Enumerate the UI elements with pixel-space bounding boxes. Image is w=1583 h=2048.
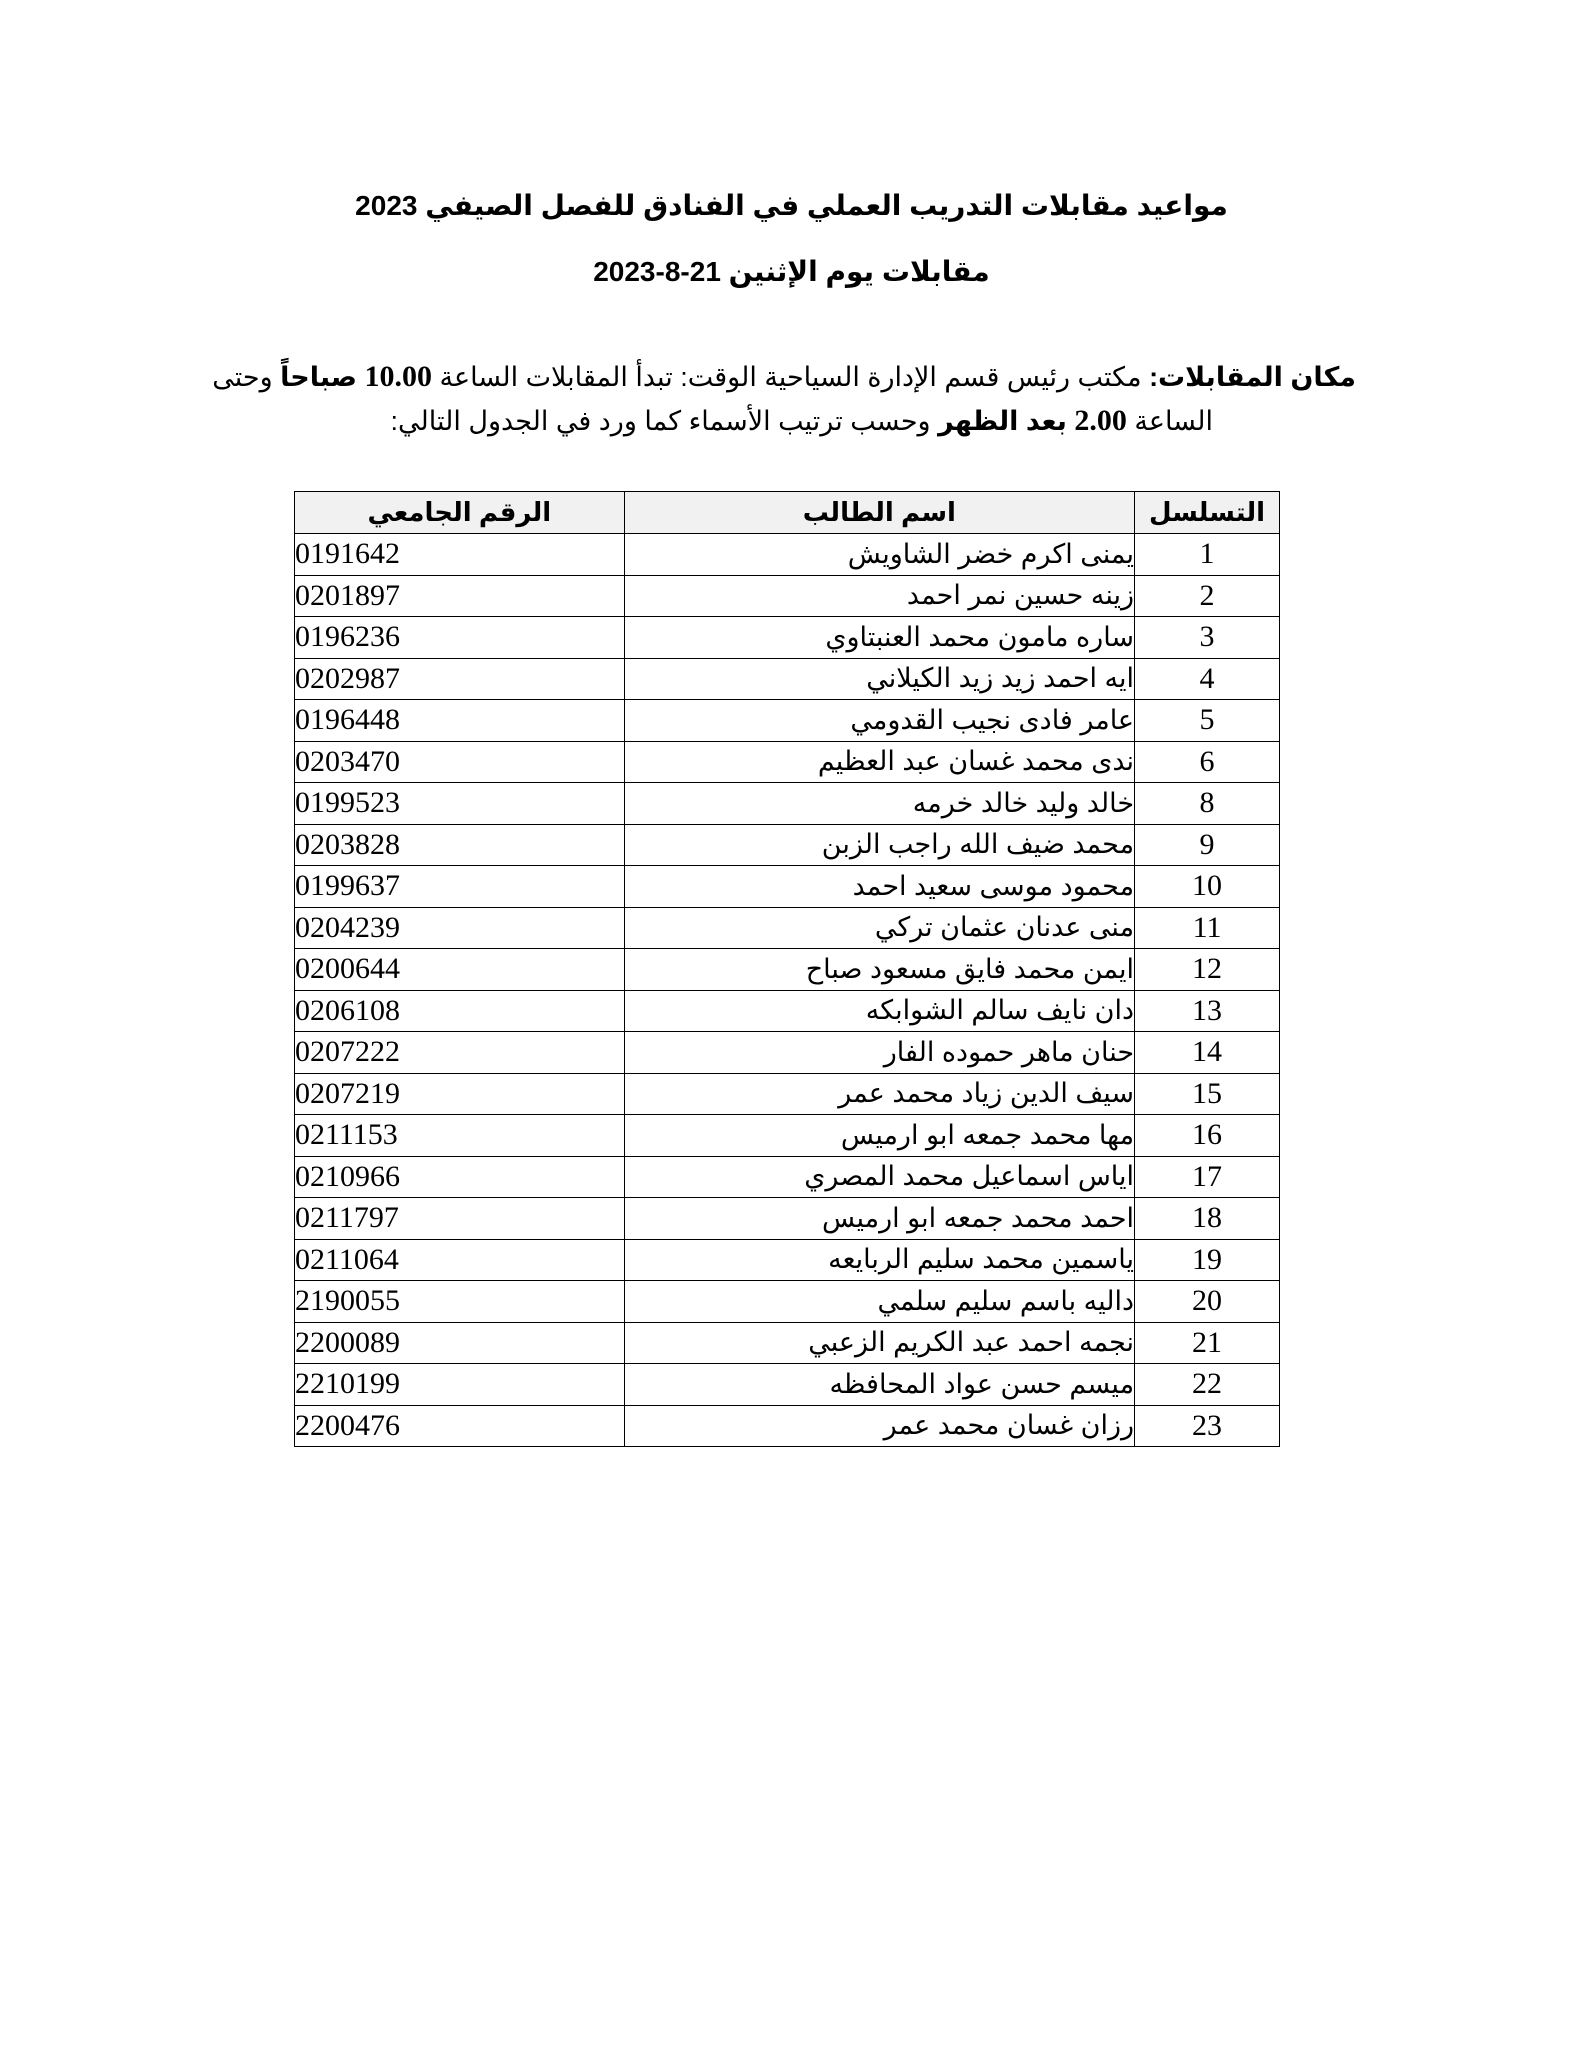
row-university-id: 0203470 xyxy=(295,741,625,783)
row-student-name: ميسم حسن عواد المحافظه xyxy=(624,1364,1134,1406)
row-student-name: محمود موسى سعيد احمد xyxy=(624,866,1134,908)
interview-details xyxy=(212,355,1356,443)
table-row xyxy=(295,617,1280,659)
row-serial: 17 xyxy=(1135,1156,1280,1198)
row-serial: 20 xyxy=(1135,1281,1280,1323)
table-row xyxy=(295,949,1280,991)
row-university-id: 2210199 xyxy=(295,1364,625,1406)
table-row xyxy=(295,783,1280,825)
row-university-id: 0206108 xyxy=(295,990,625,1032)
row-university-id: 2200089 xyxy=(295,1322,625,1364)
row-serial: 9 xyxy=(1135,824,1280,866)
table-row xyxy=(295,1322,1280,1364)
row-university-id: 0207219 xyxy=(295,1073,625,1115)
row-student-name: سيف الدين زياد محمد عمر xyxy=(624,1073,1134,1115)
row-student-name: داليه باسم سليم سلمي xyxy=(624,1281,1134,1323)
row-serial: 2 xyxy=(1135,575,1280,617)
row-serial: 21 xyxy=(1135,1322,1280,1364)
row-student-name: احمد محمد جمعه ابو ارميس xyxy=(624,1198,1134,1240)
row-student-name: نجمه احمد عبد الكريم الزعبي xyxy=(624,1322,1134,1364)
table-row xyxy=(295,534,1280,576)
row-serial: 15 xyxy=(1135,1073,1280,1115)
row-university-id: 0210966 xyxy=(295,1156,625,1198)
table-row xyxy=(295,1156,1280,1198)
row-serial: 4 xyxy=(1135,658,1280,700)
interview-details-line-2 xyxy=(216,399,1356,443)
header-student-name: اسم الطالب xyxy=(624,492,1134,534)
row-serial: 23 xyxy=(1135,1405,1280,1447)
row-university-id: 0196236 xyxy=(295,617,625,659)
row-university-id: 0199523 xyxy=(295,783,625,825)
row-serial: 18 xyxy=(1135,1198,1280,1240)
row-university-id: 0204239 xyxy=(295,907,625,949)
row-university-id: 0203828 xyxy=(295,824,625,866)
row-student-name: مها محمد جمعه ابو ارميس xyxy=(624,1115,1134,1157)
row-university-id: 2200476 xyxy=(295,1405,625,1447)
row-student-name: خالد وليد خالد خرمه xyxy=(624,783,1134,825)
row-university-id: 0211797 xyxy=(295,1198,625,1240)
table-row xyxy=(295,575,1280,617)
row-university-id: 0201897 xyxy=(295,575,625,617)
row-student-name: يمنى اكرم خضر الشاويش xyxy=(624,534,1134,576)
row-student-name: ايمن محمد فايق مسعود صباح xyxy=(624,949,1134,991)
table-row xyxy=(295,1032,1280,1074)
table-row xyxy=(295,866,1280,908)
location-label: مكان المقابلات: xyxy=(1149,362,1356,392)
row-serial: 19 xyxy=(1135,1239,1280,1281)
row-student-name: ساره مامون محمد العنبتاوي xyxy=(624,617,1134,659)
table-row xyxy=(295,1405,1280,1447)
document-title: مواعيد مقابلات التدريب العملي في الفنادق للفصل الصيفي 2023 xyxy=(355,190,1228,221)
location-text: مكتب رئيس قسم الإدارة السياحية الوقت: تبدأ المقابلات الساعة xyxy=(431,362,1150,392)
row-student-name: رزان غسان محمد عمر xyxy=(624,1405,1134,1447)
document-subtitle: مقابلات يوم الإثنين 21-8-2023 xyxy=(593,256,990,287)
table-row xyxy=(295,700,1280,742)
row-student-name: دان نايف سالم الشوابكه xyxy=(624,990,1134,1032)
interview-details-line-1 xyxy=(212,355,1356,399)
header-serial: التسلسل xyxy=(1135,492,1280,534)
row-university-id: 0207222 xyxy=(295,1032,625,1074)
line2-prefix: الساعة xyxy=(1126,406,1213,436)
row-serial: 16 xyxy=(1135,1115,1280,1157)
header-university-id: الرقم الجامعي xyxy=(295,492,625,534)
row-serial: 14 xyxy=(1135,1032,1280,1074)
table-row xyxy=(295,1281,1280,1323)
row-serial: 22 xyxy=(1135,1364,1280,1406)
table-row xyxy=(295,1364,1280,1406)
row-university-id: 0199637 xyxy=(295,866,625,908)
table-body xyxy=(295,534,1280,1447)
row-student-name: محمد ضيف الله راجب الزبن xyxy=(624,824,1134,866)
row-student-name: منى عدنان عثمان تركي xyxy=(624,907,1134,949)
row-serial: 3 xyxy=(1135,617,1280,659)
row-student-name: ياسمين محمد سليم الربايعه xyxy=(624,1239,1134,1281)
row-student-name: ندى محمد غسان عبد العظيم xyxy=(624,741,1134,783)
end-suffix: بعد الظهر xyxy=(938,406,1075,436)
row-serial: 11 xyxy=(1135,907,1280,949)
row-university-id: 0211153 xyxy=(295,1115,625,1157)
table-row xyxy=(295,658,1280,700)
row-university-id: 0191642 xyxy=(295,534,625,576)
end-time: 2.00 xyxy=(1074,404,1127,437)
row-serial: 5 xyxy=(1135,700,1280,742)
row-student-name: عامر فادى نجيب القدومي xyxy=(624,700,1134,742)
row-serial: 12 xyxy=(1135,949,1280,991)
table-row xyxy=(295,741,1280,783)
table-row xyxy=(295,990,1280,1032)
row-student-name: اياس اسماعيل محمد المصري xyxy=(624,1156,1134,1198)
line2-rest: وحسب ترتيب الأسماء كما ورد في الجدول التالي: xyxy=(390,406,939,436)
row-serial: 1 xyxy=(1135,534,1280,576)
start-time: 10.00 xyxy=(364,360,432,393)
row-serial: 13 xyxy=(1135,990,1280,1032)
until-text: وحتى xyxy=(212,362,281,392)
table-row xyxy=(295,1239,1280,1281)
table-row xyxy=(295,1198,1280,1240)
row-student-name: حنان ماهر حموده الفار xyxy=(624,1032,1134,1074)
table-row xyxy=(295,1115,1280,1157)
row-university-id: 0196448 xyxy=(295,700,625,742)
table-row xyxy=(295,1073,1280,1115)
row-serial: 10 xyxy=(1135,866,1280,908)
table-row xyxy=(295,824,1280,866)
table-row xyxy=(295,907,1280,949)
row-serial: 8 xyxy=(1135,783,1280,825)
row-serial: 6 xyxy=(1135,741,1280,783)
row-student-name: ايه احمد زيد زيد الكيلاني xyxy=(624,658,1134,700)
row-university-id: 0202987 xyxy=(295,658,625,700)
row-student-name: زينه حسين نمر احمد xyxy=(624,575,1134,617)
start-suffix: صباحاً xyxy=(280,362,365,392)
row-university-id: 2190055 xyxy=(295,1281,625,1323)
table-header-row xyxy=(295,492,1280,534)
row-university-id: 0200644 xyxy=(295,949,625,991)
students-table xyxy=(294,491,1280,1447)
row-university-id: 0211064 xyxy=(295,1239,625,1281)
